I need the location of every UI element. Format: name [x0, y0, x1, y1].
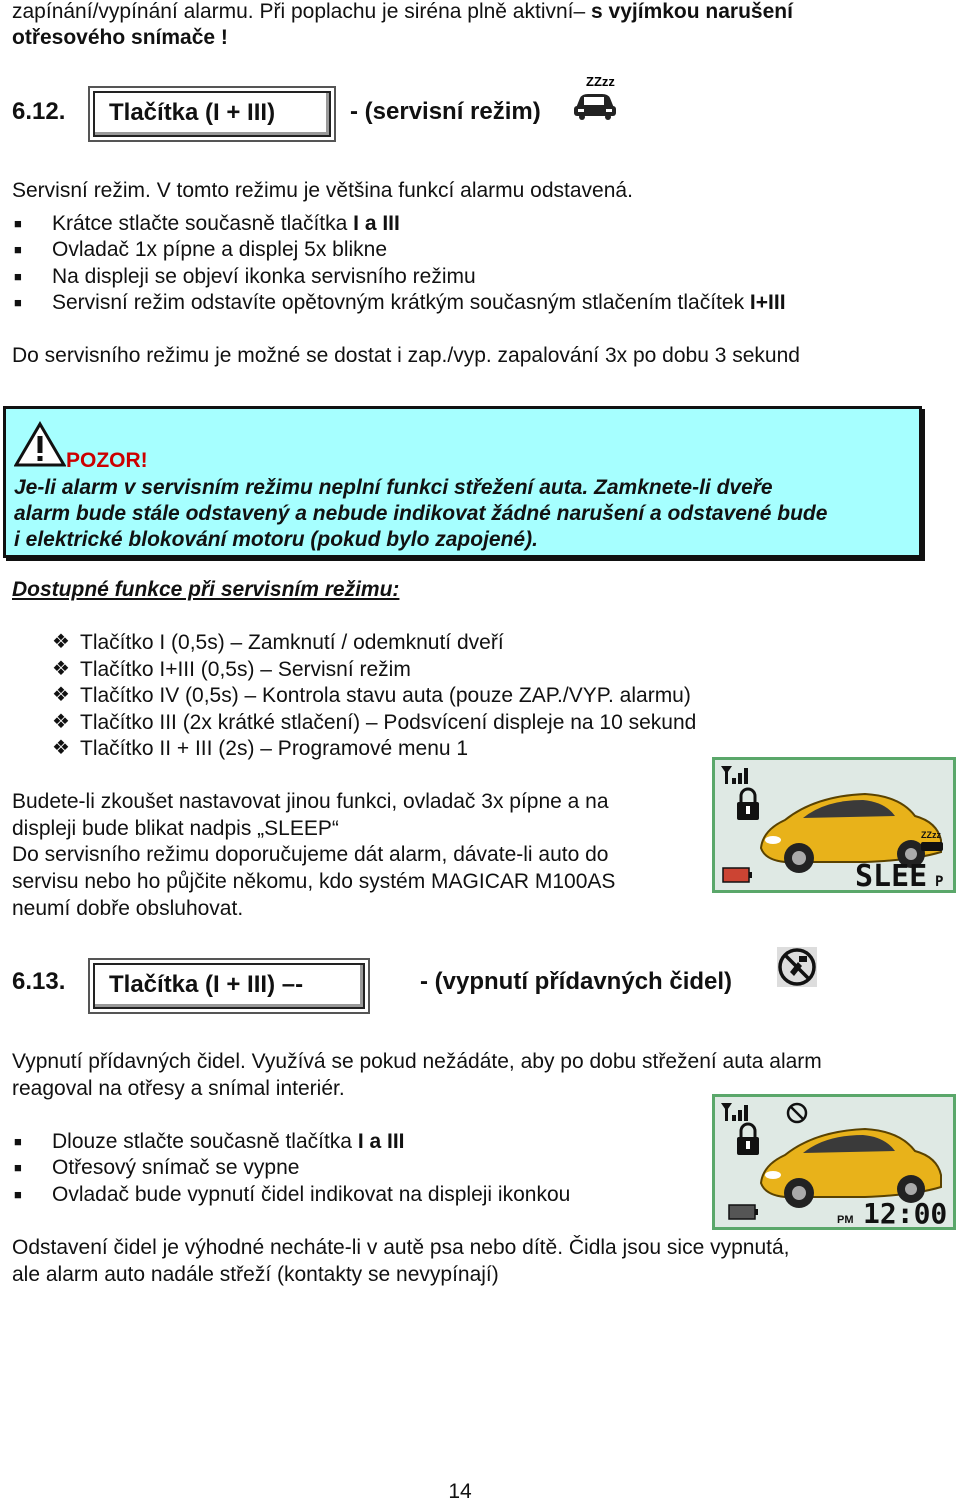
diamond-bullet-icon: ❖ [52, 711, 70, 733]
diamond-bullet-icon: ❖ [52, 737, 70, 759]
lcd-sleep-text: SLEE [855, 859, 928, 890]
section-613-intro-line: Vypnutí přídavných čidel. Využívá se pokud nežádáte, aby po dobu střežení auta alarm [12, 1050, 822, 1073]
lock-icon [737, 1124, 759, 1155]
section-613-suffix: - (vypnutí přídavných čidel) [420, 968, 733, 995]
sleep-para-line: displeji bude blikat nadpis „SLEEP“ [12, 817, 339, 840]
sleep-para-line: Do servisního režimu doporučujeme dát alarm, dávate-li auto do [12, 843, 609, 866]
functions-heading: Dostupné funkce při servisním režimu: [12, 578, 400, 601]
battery-icon [723, 868, 752, 882]
square-bullet-icon: ■ [14, 1160, 22, 1175]
section-612-suffix: - (servisní režim) [350, 98, 541, 125]
lock-icon [737, 789, 759, 820]
signal-icon [721, 766, 748, 784]
square-bullet-icon: ■ [14, 1134, 22, 1149]
warning-box [3, 406, 922, 558]
sensor-off-icon [776, 946, 818, 988]
warning-title: POZOR! [66, 449, 148, 472]
service-mode-car-icon [570, 74, 620, 122]
section-612-button-box [88, 86, 336, 142]
lcd-sleep-small: P [935, 874, 944, 890]
sleep-para-line: neumí dobře obsluhovat. [12, 897, 244, 920]
square-bullet-icon: ■ [14, 295, 22, 310]
section-613-intro-line: reagoval na otřesy a snímal interiér. [12, 1077, 345, 1100]
section-612-intro: Servisní režim. V tomto režimu je většina funkcí alarmu odstavená. [12, 179, 633, 202]
lcd-display-sensors-off [712, 1094, 956, 1230]
sleep-para-line: Budete-li zkoušet nastavovat jinou funkci, ovladač 3x pípne a na [12, 790, 609, 813]
diamond-bullet-icon: ❖ [52, 631, 70, 653]
square-bullet-icon: ■ [14, 216, 22, 231]
section-612-number: 6.12. [12, 98, 66, 125]
warning-triangle-icon [14, 421, 66, 467]
warning-line-1: Je-li alarm v servisním režimu neplní funkci střežení auta. Zamknete-li dveře [14, 476, 773, 499]
zzz-text: ZZzz [586, 74, 615, 89]
section-613-closing-line: ale alarm auto nadále střeží (kontakty se nevypínají) [12, 1263, 499, 1286]
lcd-time-text: 12:00 [863, 1197, 948, 1227]
warning-line-3: i elektrické blokování motoru (pokud bylo zapojené). [14, 528, 538, 551]
warning-line-2: alarm bude stále odstavený a nebude indikovat žádné narušení a odstavené bude [14, 502, 828, 525]
svg-text:ZZzz: ZZzz [921, 830, 941, 840]
section-613-number: 6.13. [12, 968, 66, 995]
diamond-bullet-icon: ❖ [52, 684, 70, 706]
page-number: 14 [448, 1480, 472, 1503]
lcd-pm-label: PM [837, 1214, 854, 1226]
section-612-button-label: Tlačítka (I + III) [95, 93, 329, 135]
diamond-bullet-icon: ❖ [52, 658, 70, 680]
sensor-off-small-icon [788, 1104, 806, 1122]
section-613-button-box [88, 958, 370, 1014]
section-613-button-label: Tlačítka (I + III) –- [95, 965, 363, 1007]
top-line-1: zapínání/vypínání alarmu. Při poplachu je siréna plně aktivní– s vyjímkou narušení [12, 0, 793, 23]
lcd-display-sleep [712, 757, 956, 893]
sleep-para-line: servisu nebo ho půjčite někomu, kdo systém MAGICAR M100AS [12, 870, 616, 893]
section-613-closing-line: Odstavení čidel je výhodné necháte-li v autě psa nebo dítě. Čidla jsou sice vypnutá, [12, 1236, 790, 1259]
square-bullet-icon: ■ [14, 269, 22, 284]
top-line-2: otřesového snímače ! [12, 26, 228, 49]
section-612-note: Do servisního režimu je možné se dostat i zap./vyp. zapalování 3x po dobu 3 sekund [12, 344, 800, 367]
square-bullet-icon: ■ [14, 242, 22, 257]
battery-icon [729, 1205, 758, 1219]
square-bullet-icon: ■ [14, 1187, 22, 1202]
signal-icon [721, 1103, 748, 1121]
